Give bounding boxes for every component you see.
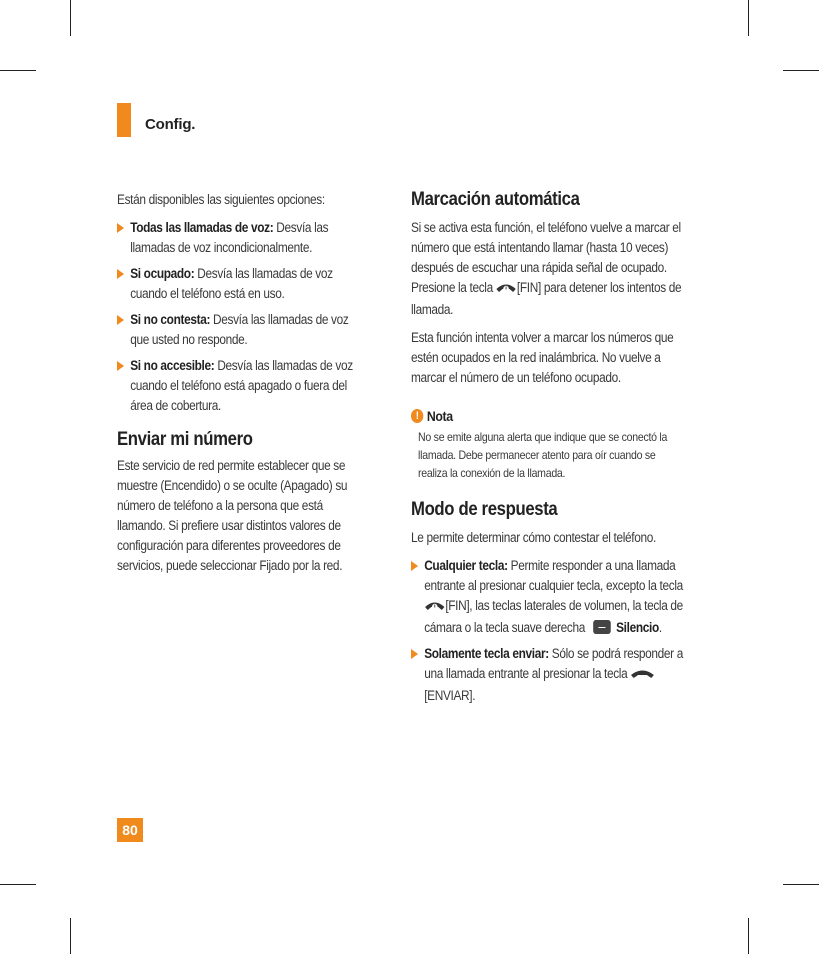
option-term: Si no contesta: [130, 312, 211, 327]
option-desc: Desvía las llamadas de voz cuando el teléfono está en uso. [130, 266, 333, 301]
crop-mark [0, 70, 36, 71]
end-key-icon [496, 280, 517, 300]
options-intro: Están disponibles las siguientes opciones: [117, 192, 325, 207]
section-marker [117, 103, 131, 137]
note-box [411, 406, 684, 482]
enviar-heading: Enviar mi número [117, 429, 253, 450]
end-key-icon [424, 598, 445, 618]
crop-mark [70, 918, 71, 954]
option-desc: Desvía las llamadas de voz que usted no responde. [130, 312, 349, 347]
note-label: Nota [426, 408, 453, 424]
option-desc: [ENVIAR]. [424, 688, 476, 703]
bullet-arrow-icon [117, 315, 124, 325]
marcacion-text: [FIN] para detener los intentos de llamada. [411, 280, 682, 317]
option-term: Solamente tecla enviar: [424, 646, 549, 661]
option-desc: . [658, 620, 662, 635]
option-item [117, 310, 368, 350]
option-term: Si ocupado: [130, 266, 195, 281]
bullet-arrow-icon [117, 269, 124, 279]
option-term: Cualquier tecla: [424, 558, 508, 573]
option-term: Si no accesible: [130, 358, 215, 373]
crop-mark [0, 884, 36, 885]
option-item [117, 264, 368, 304]
bullet-arrow-icon [411, 561, 418, 571]
crop-mark [748, 0, 749, 36]
option-item [117, 218, 368, 258]
option-desc: [FIN], las teclas laterales de volumen, la tecla de cámara o la tecla suave derecha [424, 598, 683, 635]
crop-mark [70, 0, 71, 36]
section-title: Config. [145, 116, 196, 133]
silencio-label: Silencio [616, 620, 659, 635]
option-desc: Desvía las llamadas de voz incondicionalmente. [130, 220, 329, 255]
right-column [411, 190, 684, 706]
modo-heading: Modo de respuesta [411, 499, 558, 520]
enviar-body: Este servicio de red permite establecer que se muestre (Encendido) o se oculte (Apagado) su número de teléfono a la persona que está llamando. Si prefiere usar distintos valores de configuración para diferentes proveedores de servicios, puede seleccionar Fijado por la red. [117, 458, 348, 573]
option-desc: Permite responder a una llamada entrante al presionar cualquier tecla, excepto la tecla [424, 558, 683, 593]
page-number: 80 [117, 818, 143, 842]
answer-option [411, 644, 684, 706]
bullet-arrow-icon [117, 223, 124, 233]
marcacion-paragraph-2: Esta función intenta volver a marcar los números que estén ocupados en la red inalámbrica. No vuelve a marcar el número de un teléfono ocupado. [411, 330, 674, 385]
right-soft-key-icon [593, 620, 611, 634]
bullet-arrow-icon [411, 649, 418, 659]
crop-mark [783, 70, 819, 71]
crop-mark [783, 884, 819, 885]
note-header [411, 406, 684, 426]
option-term: Todas las llamadas de voz: [130, 220, 274, 235]
left-column [117, 190, 368, 576]
option-item [117, 356, 368, 416]
note-body: No se emite alguna alerta que indique que se conectó la llamada. Debe permanecer atento para oír cuando se realiza la conexión de la llamada. [418, 430, 668, 480]
note-icon: ! [411, 409, 423, 423]
option-desc: Desvía las llamadas de voz cuando el teléfono está apagado o fuera del área de cobertura. [130, 358, 353, 413]
marcacion-heading: Marcación automática [411, 189, 580, 210]
option-desc: Sólo se podrá responder a una llamada entrante al presionar la tecla [424, 646, 684, 681]
marcacion-text: Si se activa esta función, el teléfono vuelve a marcar el número que está intentando llamar (hasta 10 veces) después de escuchar una rápida señal de ocupado. Presione la tecla [411, 220, 681, 295]
modo-intro: Le permite determinar cómo contestar el teléfono. [411, 530, 656, 545]
bullet-arrow-icon [117, 361, 124, 371]
send-key-icon [630, 666, 655, 686]
crop-mark [748, 918, 749, 954]
answer-option [411, 556, 684, 638]
marcacion-paragraph [411, 218, 684, 320]
